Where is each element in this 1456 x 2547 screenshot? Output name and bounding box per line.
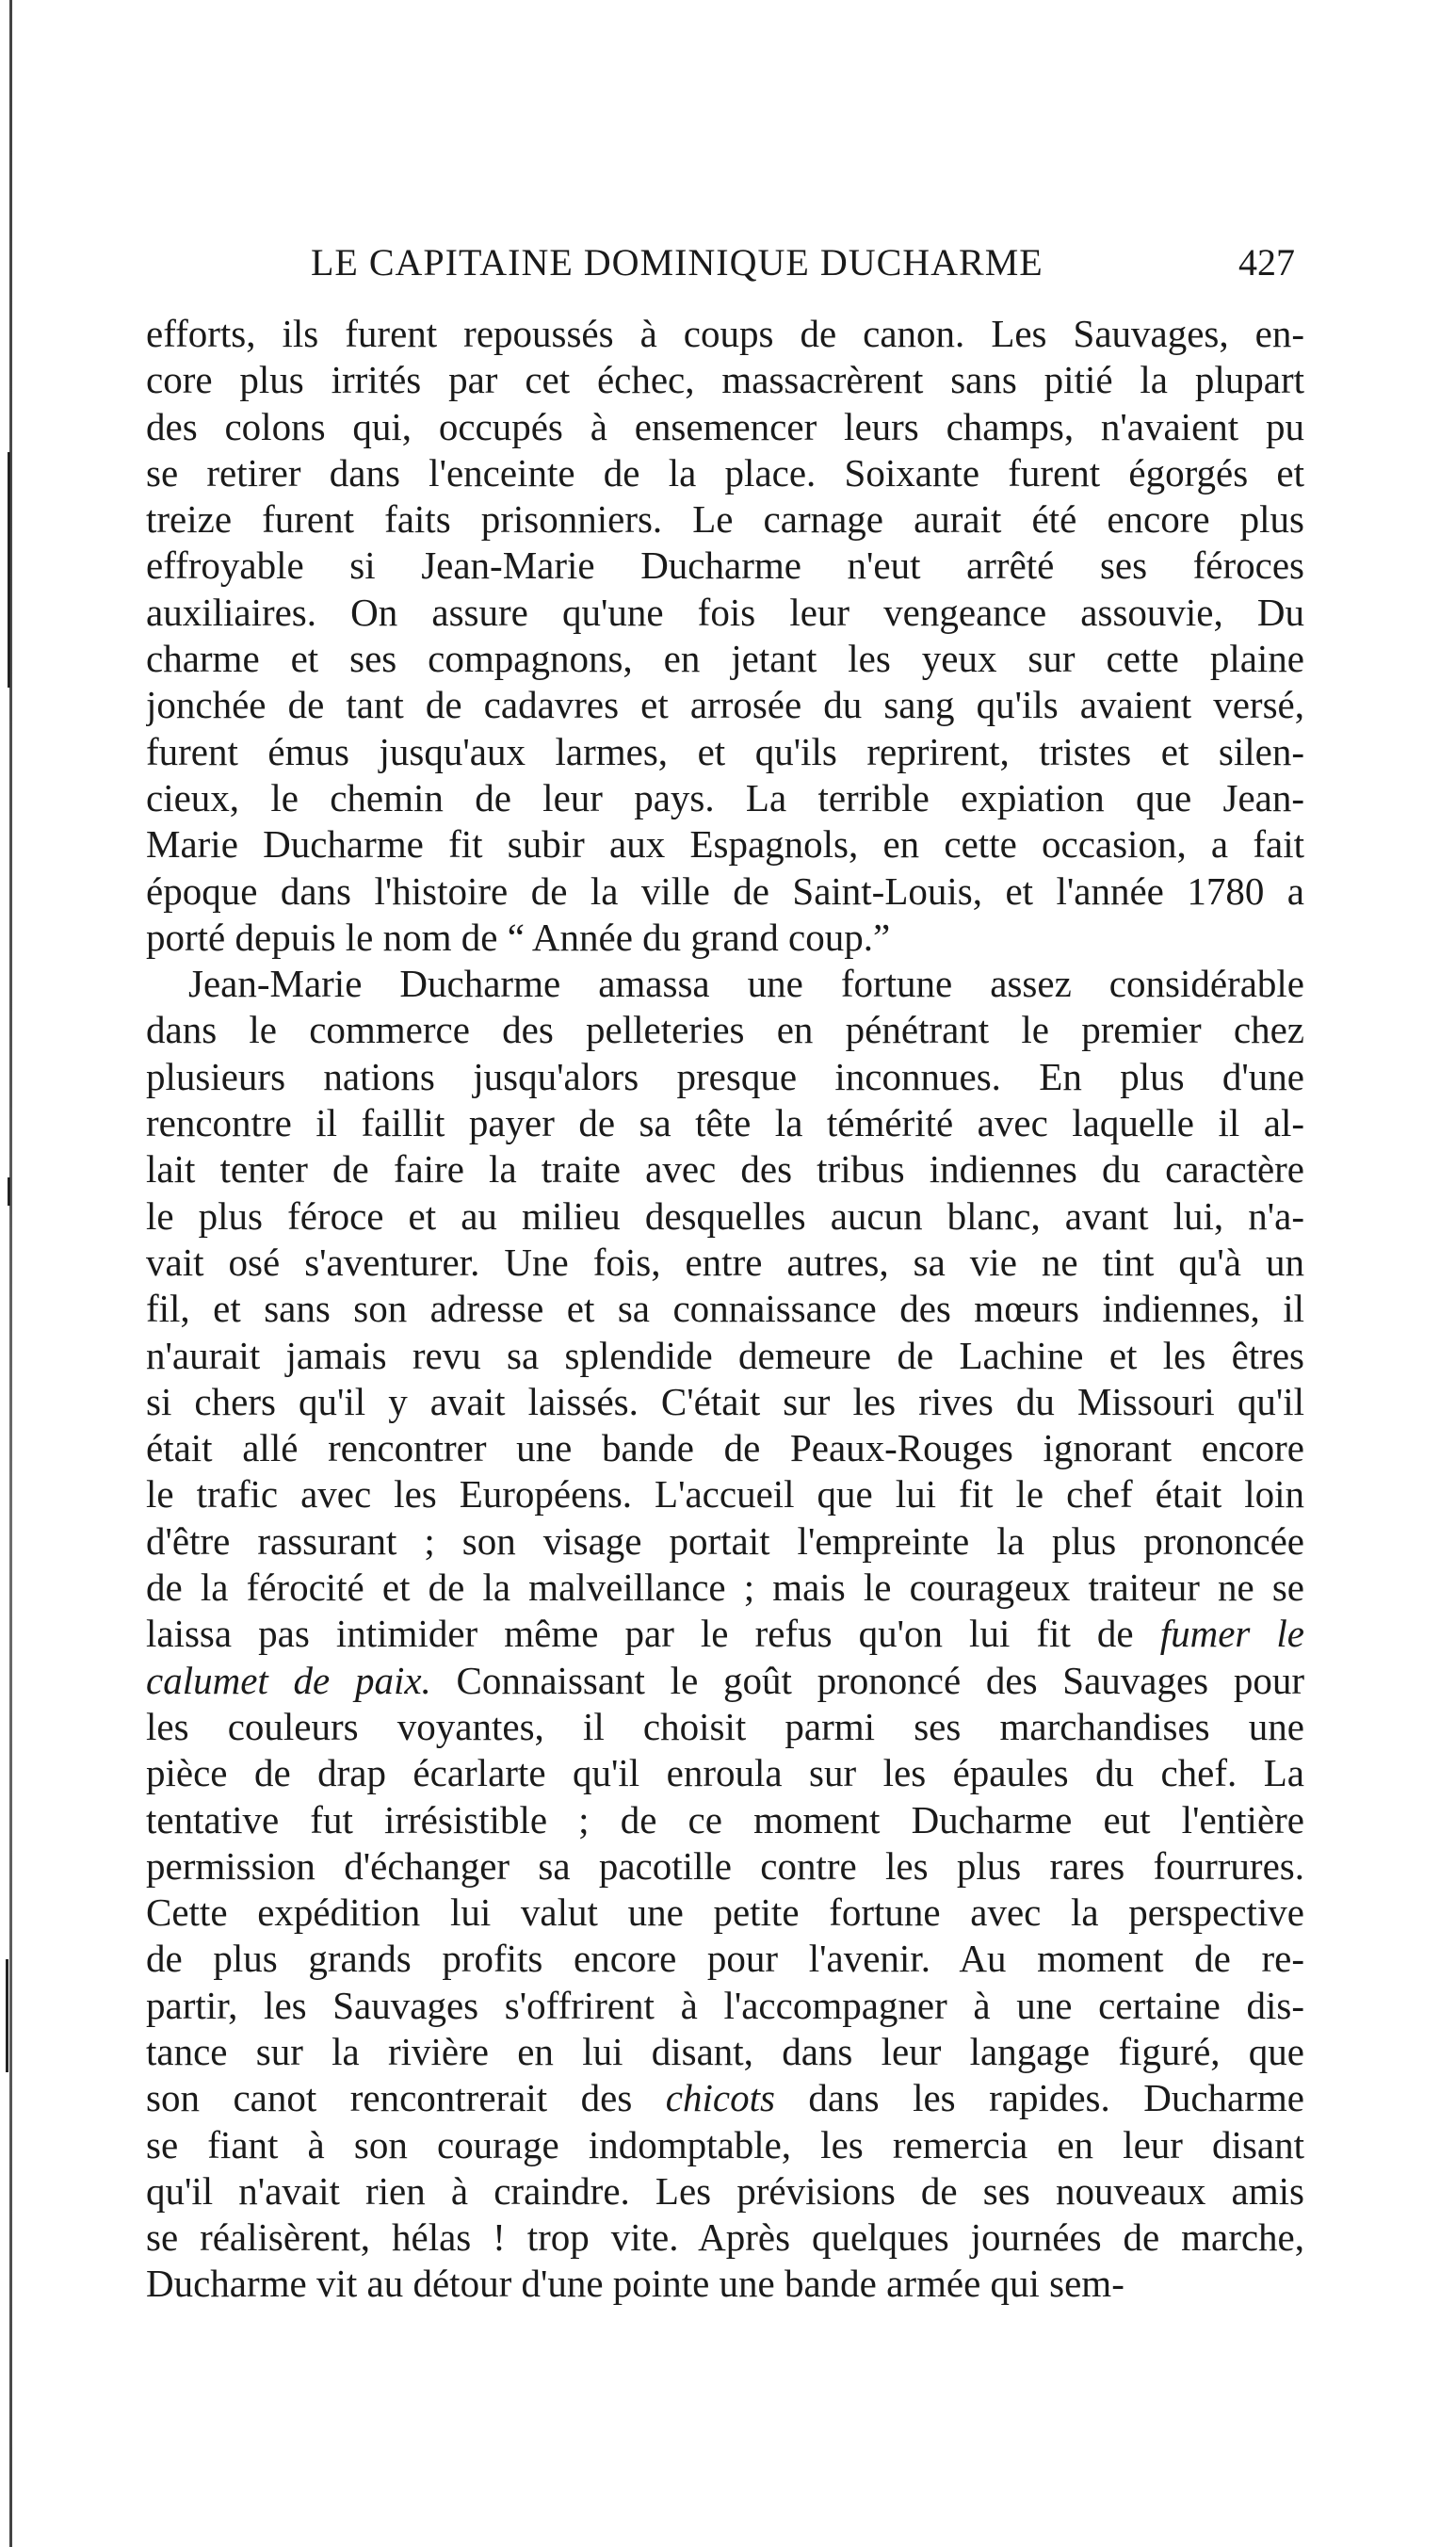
- text-run: partir, les Sauvages s'offrirent à l'accompagner à une certaine dis-: [146, 1983, 1304, 2027]
- text-run: cieux, le chemin de leur pays. La terrible expiation que Jean-: [146, 775, 1304, 819]
- italic-text: chicots: [665, 2076, 775, 2120]
- text-run: plusieurs nations jusqu'alors presque inconnues. En plus d'une: [146, 1054, 1304, 1098]
- text-run: Ducharme vit au détour d'une pointe une bande armée qui sem-: [146, 2262, 1124, 2306]
- text-line: [146, 1146, 1304, 1192]
- text-line: [146, 2261, 1304, 2307]
- text-line: [146, 915, 1304, 961]
- text-line: [146, 1054, 1304, 1100]
- text-run: les couleurs voyantes, il choisit parmi ses marchandises une: [146, 1704, 1304, 1748]
- italic-text: fumer le: [1159, 1612, 1304, 1656]
- text-line: [146, 2075, 1304, 2121]
- text-line: [146, 450, 1304, 496]
- binding-edge: [9, 0, 12, 2547]
- page-header: [146, 240, 1295, 297]
- text-run: Jean-Marie Ducharme amassa une fortune assez considérable: [188, 962, 1304, 1006]
- text-run: si chers qu'il y avait laissés. C'était sur les rives du Missouri qu'il: [146, 1379, 1304, 1423]
- text-run: était allé rencontrer une bande de Peaux-Rouges ignorant encore: [146, 1426, 1304, 1470]
- margin-mark: [8, 452, 10, 688]
- running-title: LE CAPITAINE DOMINIQUE DUCHARME: [311, 241, 1043, 284]
- text-run: fil, et sans son adresse et sa connaissance des mœurs indiennes, il: [146, 1287, 1304, 1331]
- text-line: [146, 1750, 1304, 1796]
- text-line: [146, 1983, 1304, 2029]
- text-line: [146, 1658, 1304, 1704]
- text-run: se retirer dans l'enceinte de la place. Soixante furent égorgés et: [146, 450, 1304, 495]
- text-run: lait tenter de faire la traite avec des tribus indiennes du caractère: [146, 1147, 1304, 1192]
- text-run: le plus féroce et au milieu desquelles aucun blanc, avant lui, n'a-: [146, 1193, 1304, 1238]
- text-line: [146, 1518, 1304, 1565]
- text-run: Connaissant le goût prononcé des Sauvages pour: [430, 1658, 1304, 1702]
- text-run: d'être rassurant ; son visage portait l'empreinte la plus prononcée: [146, 1518, 1304, 1563]
- text-line: [146, 1007, 1304, 1053]
- page-number: 427: [1238, 241, 1295, 284]
- text-line: [146, 1936, 1304, 1982]
- text-run: auxiliaires. On assure qu'une fois leur vengeance assouvie, Du: [146, 590, 1304, 634]
- text-line: [146, 1565, 1304, 1611]
- text-run: tentative fut irrésistible ; de ce moment Ducharme eut l'entière: [146, 1797, 1304, 1841]
- body-text: [146, 311, 1304, 2308]
- paragraph: [146, 311, 1304, 961]
- text-line: [146, 868, 1304, 915]
- text-line: [146, 636, 1304, 682]
- text-run: Cette expédition lui valut une petite fortune avec la perspective: [146, 1890, 1304, 1935]
- text-run: des colons qui, occupés à ensemencer leurs champs, n'avaient pu: [146, 404, 1304, 448]
- text-line: [146, 1890, 1304, 1936]
- text-line: [146, 729, 1304, 775]
- text-line: [146, 2029, 1304, 2075]
- text-line: [146, 1240, 1304, 1286]
- text-line: [146, 775, 1304, 821]
- text-line: [146, 961, 1304, 1007]
- text-run: n'aurait jamais revu sa splendide demeure de Lachine et les êtres: [146, 1333, 1304, 1377]
- text-run: charme et ses compagnons, en jetant les yeux sur cette plaine: [146, 637, 1304, 681]
- text-line: [146, 357, 1304, 403]
- text-run: se réalisèrent, hélas ! trop vite. Après quelques journées de marche,: [146, 2215, 1304, 2260]
- text-run: de la férocité et de la malveillance ; mais le courageux traiteur ne se: [146, 1566, 1304, 1610]
- text-run: qu'il n'avait rien à craindre. Les prévisions de ses nouveaux amis: [146, 2168, 1304, 2213]
- text-run: furent émus jusqu'aux larmes, et qu'ils reprirent, tristes et silen-: [146, 729, 1304, 773]
- text-line: [146, 496, 1304, 543]
- text-line: [146, 2214, 1304, 2261]
- margin-mark: [8, 1177, 10, 1206]
- text-run: de plus grands profits encore pour l'avenir. Au moment de re-: [146, 1937, 1304, 1981]
- text-line: [146, 1425, 1304, 1471]
- text-line: [146, 590, 1304, 636]
- text-line: [146, 543, 1304, 589]
- text-run: tance sur la rivière en lui disant, dans leur langage figuré, que: [146, 2029, 1304, 2073]
- text-run: effroyable si Jean-Marie Ducharme n'eut arrêté ses féroces: [146, 543, 1304, 588]
- text-line: [146, 311, 1304, 357]
- text-run: rencontre il faillit payer de sa tête la témérité avec laquelle il al-: [146, 1101, 1304, 1145]
- margin-mark: [6, 1959, 8, 2072]
- text-run: pièce de drap écarlarte qu'il enroula sur les épaules du chef. La: [146, 1751, 1304, 1795]
- text-run: dans le commerce des pelleteries en pénétrant le premier chez: [146, 1008, 1304, 1052]
- text-run: se fiant à son courage indomptable, les remercia en leur disant: [146, 2122, 1304, 2166]
- text-run: porté depuis le nom de “ Année du grand coup.”: [146, 915, 891, 959]
- text-run: treize furent faits prisonniers. Le carnage aurait été encore plus: [146, 497, 1304, 542]
- text-line: [146, 682, 1304, 728]
- text-line: [146, 1286, 1304, 1332]
- italic-text: calumet de paix.: [146, 1658, 431, 1702]
- text-run: core plus irrités par cet échec, massacrèrent sans pitié la plupart: [146, 358, 1304, 402]
- text-line: [146, 1333, 1304, 1379]
- text-line: [146, 821, 1304, 868]
- text-line: [146, 1193, 1304, 1240]
- text-run: le trafic avec les Européens. L'accueil que lui fit le chef était loin: [146, 1472, 1304, 1517]
- text-run: jonchée de tant de cadavres et arrosée du sang qu'ils avaient versé,: [146, 683, 1304, 727]
- text-line: [146, 1379, 1304, 1425]
- text-line: [146, 1611, 1304, 1657]
- text-line: [146, 2168, 1304, 2214]
- text-line: [146, 1797, 1304, 1843]
- text-line: [146, 1704, 1304, 1750]
- text-line: [146, 2122, 1304, 2168]
- text-run: époque dans l'histoire de la ville de Saint-Louis, et l'année 1780 a: [146, 868, 1304, 913]
- text-run: vait osé s'aventurer. Une fois, entre autres, sa vie ne tint qu'à un: [146, 1240, 1304, 1284]
- text-run: efforts, ils furent repoussés à coups de canon. Les Sauvages, en-: [146, 312, 1304, 355]
- paragraph: [146, 961, 1304, 2308]
- text-line: [146, 1100, 1304, 1146]
- text-run: dans les rapides. Ducharme: [774, 2076, 1304, 2120]
- text-line: [146, 1471, 1304, 1517]
- text-line: [146, 404, 1304, 450]
- text-run: Marie Ducharme fit subir aux Espagnols, en cette occasion, a fait: [146, 822, 1304, 867]
- text-run: permission d'échanger sa pacotille contre les plus rares fourrures.: [146, 1843, 1304, 1888]
- text-line: [146, 1843, 1304, 1890]
- text-run: laissa pas intimider même par le refus qu'on lui fit de: [146, 1612, 1160, 1656]
- text-run: son canot rencontrerait des: [146, 2076, 666, 2120]
